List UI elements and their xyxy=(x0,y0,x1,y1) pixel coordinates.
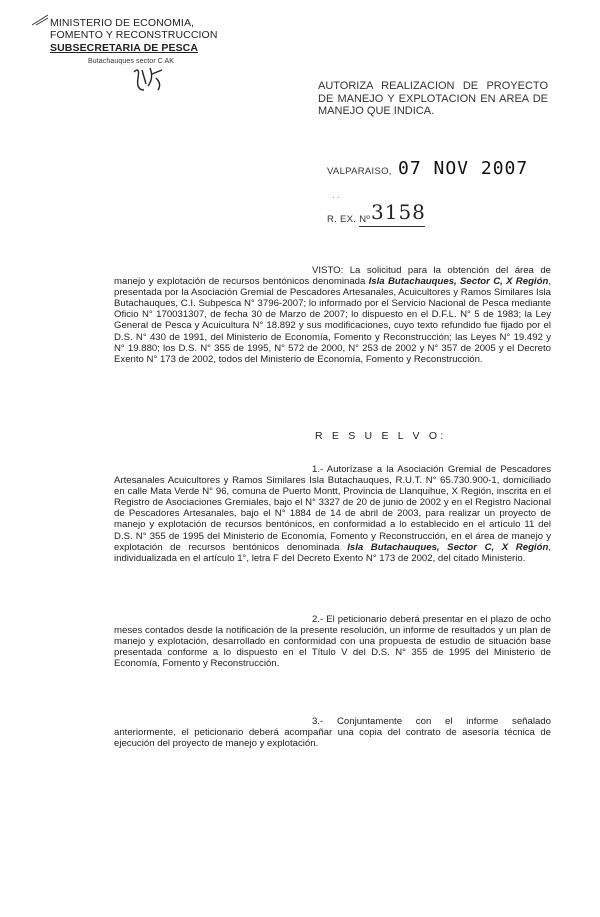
place-label: VALPARAISO, xyxy=(327,166,392,177)
file-reference: Butachauques sector C AK xyxy=(88,58,175,65)
subsecretaria-title: SUBSECRETARIA DE PESCA xyxy=(50,42,199,54)
resolution-point-2 xyxy=(114,614,551,669)
document-subject: AUTORIZA REALIZACION DE PROYECTO DE MANEJO Y EXPLOTACION EN AREA DE MANEJO QUE INDICA. xyxy=(318,80,548,117)
ministry-line-1: MINISTERIO DE ECONOMIA, xyxy=(50,17,195,29)
point-2-text: 2.- El peticionario deberá presentar en el plazo de ocho meses contados desde la notificación de la presente resolución, un informe de resultados y un plan de manejo y explotación, desarrollado en conformidad con una propuesta de estudio de situación base presentada conforme a lo dispuesto en el Título V del D.S. N° 355 de 1995 del Ministerio de Economía, Fomento y Reconstrucción. xyxy=(114,614,551,670)
rex-mark: · · xyxy=(332,193,340,202)
point-3-text: 3.- Conjuntamente con el informe señalado anteriormente, el peticionario deberá acompañar una copia del contrato de asesoría técnica de ejecución del proyecto de manejo y explotación. xyxy=(114,716,551,750)
rex-number: 3158 xyxy=(371,200,426,224)
point-1-text-2: , individualizada en el artículo 1°, letra F del Decreto Exento N° 173 de 2002, del citado Ministerio. xyxy=(114,541,551,564)
date-stamp: 07 NOV 2007 xyxy=(398,158,529,179)
visto-paragraph xyxy=(114,265,551,365)
rex-label: R. EX. Nº xyxy=(327,214,371,225)
point-1-text-1: 1.- Autorízase a la Asociación Gremial de Pescadores Artesanales Acuicultores y Ramos Similares Isla Butachauques, R.U.T. N° 65.730.900-1, domiciliado en calle Mata Verde N° 96, comuna de Puerto Montt, Provincia de Llanquihue, X Región, inscrita en el Registro de Asociaciones Gremiales, bajo el N° 3327 de 20 de junio de 2002 y en el Registro Nacional de Pescadores Artesanales, bajo el N° 1884 de 14 de abril de 2003, para realizar un proyecto de manejo y explotación de recursos bentónicos, en conformidad a lo establecido en el artículo 11 del D.S. N° 355 de 1995 del Ministerio de Economía, Fomento y Reconstrucción, en el área de manejo y explotación de recursos bentónicos denominada xyxy=(114,464,551,553)
resolution-point-3 xyxy=(114,716,551,749)
point-1-area-name: Isla Butachauques, Sector C, X Región xyxy=(347,541,549,553)
visto-text-2: , presentada por la Asociación Gremial de Pescadores Artesanales, Acuicultores y Ramos Similares Isla Butachauques, C.I. Subpesca N° 3796-2007; lo informado por el Servicio Nacional de Pesca mediante Oficio N° 170031307, de fecha 30 de Marzo de 2007; lo dispuesto en el D.F.L. N° 5 de 1983; la Ley General de Pesca y Acuicultura N° 18.892 y sus modificaciones, cuyo texto refundido fue fijado por el D.S. N° 430 de 1991, del Ministerio de Economía, Fomento y Reconstrucción; las Leyes N° 19.492 y N° 19.880; los D.S. N° 355 de 1995, N° 572 de 2000, N° 253 de 2002 y N° 357 de 2005 y el Decreto Exento N° 173 de 2002, todos del Ministerio de Economía, Fomento y Reconstrucción. xyxy=(114,276,551,365)
initials-signature xyxy=(128,64,168,94)
visto-area-name: Isla Butachauques, Sector C, X Región xyxy=(368,276,549,288)
resolution-point-1 xyxy=(114,464,551,564)
corner-mark xyxy=(30,13,50,27)
visto-text-1: La solicitud para la obtención del área de manejo y explotación de recursos bentónicos denominada xyxy=(114,265,551,288)
visto-lead: VISTO: xyxy=(312,265,344,276)
resuelvo-heading: R E S U E L V O: xyxy=(315,430,447,442)
ministry-line-2: FOMENTO Y RECONSTRUCCION xyxy=(50,29,218,41)
rex-underline xyxy=(359,226,425,227)
